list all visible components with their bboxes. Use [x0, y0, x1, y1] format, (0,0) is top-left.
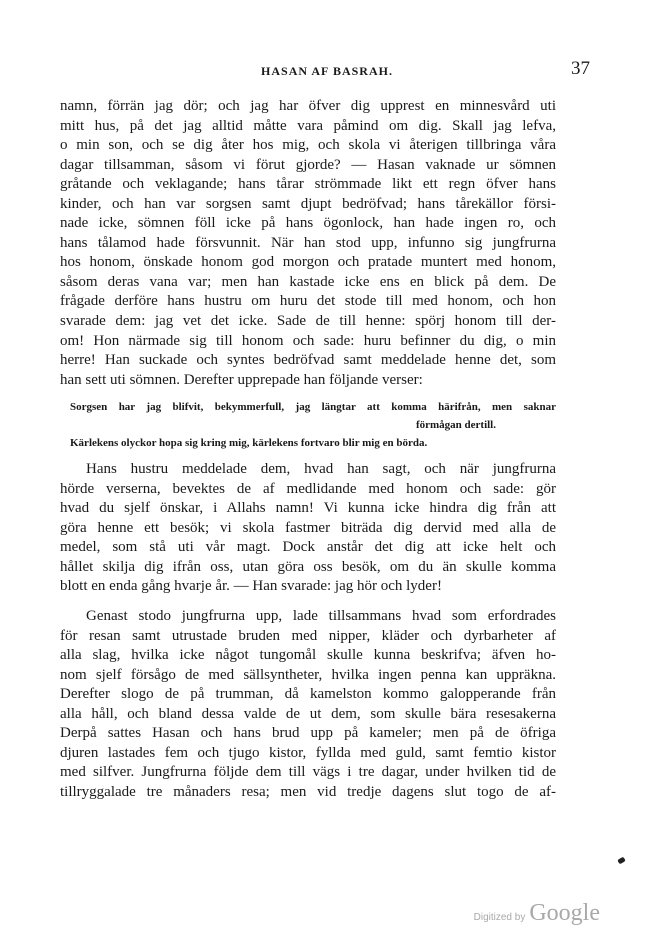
- text-line: Genast stodo jungfrurna upp, lade tillsammans hvad som erfordrades: [86, 608, 556, 625]
- text-line: dagar tillsamman, såsom vi förut gjorde? — Hasan vaknade ur sömnen: [60, 156, 556, 173]
- text-line: han sett uti sömnen. Derefter upprepade han följande verser:: [60, 371, 423, 388]
- text-line: göra henne ett besök; vi skola fastmer biträda dig dervid med alla de: [60, 519, 556, 536]
- text-line: alla slag, hvilka icke något tungomål skulle kunna beskrifva; äfven ho-: [60, 647, 556, 664]
- text-line: alla håll, och bland dessa valde de ut dem, som skulle bära resesakerna: [60, 705, 556, 722]
- text-line: hörde verserna, bevektes de af medlidande med honom och sade: gör: [60, 480, 556, 497]
- paragraph-2: [60, 460, 556, 597]
- paragraph-gap: [60, 597, 556, 607]
- text-line: medel, som stå uti vår magt. Dock anstår det dig att icke helt och: [60, 539, 556, 556]
- paragraph-1: [60, 97, 556, 390]
- text-line: nade icke, sömnen föll icke på hans ögonlock, han hade ingen ro, och: [60, 215, 556, 232]
- ink-blot: [617, 857, 626, 865]
- text-line: djuren lastades fem och tjugo kistor, fyllda med guld, samt femtio kistor: [60, 744, 556, 761]
- text-line: frågade derföre hans hustru om huru det stode till med honom, och hon: [60, 293, 556, 310]
- text-line: om! Hon närmade sig till honom och sade: huru befinner du dig, o min: [60, 332, 556, 349]
- running-title: HASAN AF BASRAH.: [261, 64, 393, 78]
- text-line: nom sjelf försågo de med sällsyntheter, hvilka ingen penna kan uppräkna.: [60, 666, 556, 683]
- page-number: 37: [571, 58, 590, 79]
- text-line: namn, förrän jag dör; och jag har öfver dig upprest en minnesvård uti: [60, 98, 556, 114]
- text-line: blott en enda gång hvarje år. — Han svarade: jag hör och lyder!: [60, 578, 442, 595]
- text-line: hållet skilja dig ifrån oss, utan göra oss besök, om du än skulle komma: [60, 558, 556, 575]
- text-line: tillryggalade tre månaders resa; men vid tredje dagens slut togo de af-: [60, 783, 556, 800]
- text-line: Derpå sattes Hasan och hans brud upp på kameler; men på de öfriga: [60, 725, 556, 742]
- text-line: mitt hus, på det jag alltid måtte vara påmind om dig. Skall jag lefva,: [60, 117, 556, 134]
- text-line: Hans hustru meddelade dem, hvad han sagt, och när jungfrurna: [86, 461, 556, 478]
- text-line: för resan samt utrustade bruden med nipper, kläder och dyrbarheter af: [60, 627, 556, 644]
- watermark-logo: Google: [529, 900, 600, 926]
- text-line: med silfver. Jungfrurna följde dem till vägs i tre dagar, under hvilken tid de: [60, 764, 556, 781]
- verse-line: Sorgsen har jag blifvit, bekymmerfull, jag längtar att komma härifrån, men saknar: [70, 401, 556, 414]
- text-line: hos honom, önskade honom god morgon och pratade muntert med honom,: [60, 254, 556, 271]
- body-text: [60, 97, 556, 803]
- text-line: gråtande och veklagande; hans tårar strömmade likt ett regn öfver hans: [60, 176, 556, 193]
- verse-block: [60, 398, 556, 452]
- verse-line: Kärlekens olyckor hopa sig kring mig, kärlekens fortvaro blir mig en börda.: [70, 437, 428, 450]
- text-line: herre! Han suckade och syntes bedröfvad samt meddelade henne det, som: [60, 352, 556, 369]
- watermark-prefix: Digitized by: [473, 912, 526, 923]
- text-line: o min son, och se dig åter hos mig, och skola vi återigen tillbringa våra: [60, 137, 556, 154]
- paragraph-3: [60, 607, 556, 802]
- text-line: såsom deras vana var; men han kastade icke ens en blick på dem. De: [60, 273, 556, 290]
- text-line: hans tålamod hade försvunnit. När han stod upp, infunno sig jungfrurna: [60, 234, 556, 251]
- page-header: [64, 58, 590, 84]
- text-line: hvad du sjelf önskar, i Allahs namn! Vi kunna icke hindra dig från att: [60, 500, 556, 517]
- text-line: Derefter slogo de på trumman, då kamelston kommo galopperande från: [60, 686, 556, 703]
- text-line: kinder, och han var sorgsen samt djupt bedröfvad; hans tårekällor försi-: [60, 195, 556, 212]
- verse-line: förmågan dertill.: [415, 419, 496, 432]
- digitized-watermark: [474, 900, 600, 927]
- text-line: svarade dem: jag vet det icke. Sade de till henne: spörj honom till der-: [60, 313, 556, 330]
